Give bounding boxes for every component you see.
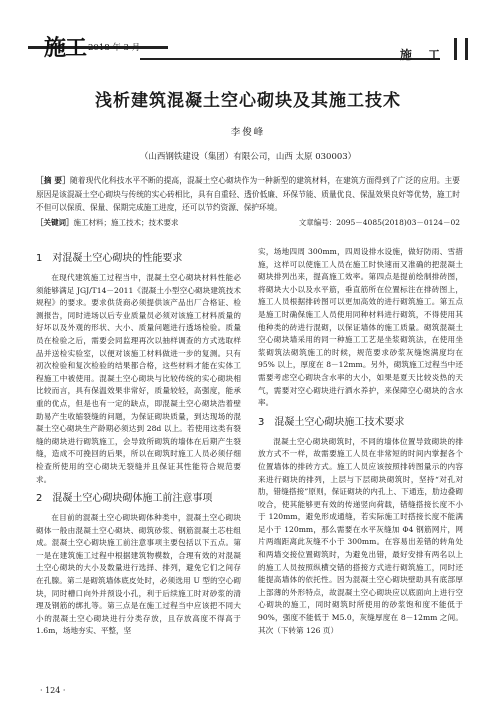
journal-logo: 施工: [44, 36, 87, 61]
section-2-paragraph: 在目前的混凝土空心砌块砌体种类中，混凝土空心砌块砌体一般由混凝土空心砌块、砌筑砂浆、钢筋混凝土芯柱组成。混凝土空心砌块施工前注意事项主要包括以下五点。第一是在建筑施工过程中根据建筑物模数，合理有效的对混凝土空心砌块的大小及数量进行选择、排列，避免它们之间存在孔腺。第二是砌筑墙体底皮处时，必须选用 U 型的空心砌块，同时槽口向外并预设小孔，利于后续施工时对砂浆的清理及钢筋的绑扎等。第三点是在施工过程当中应该把不同大小的混凝土空心砌块进行分类存放，且存放高度不得高于 1.6m，场地夯实、平整，坚: [36, 513, 241, 636]
keywords-text: 施工材料；施工技术；技术要求: [73, 218, 179, 227]
issue-date: 2018 年 3 月: [88, 43, 141, 53]
abstract-text: 随着现代化科技水平不断的提高，混凝土空心砌块作为一种新型的建筑材料，在建筑方面得到了广泛的应用。主要原因是该混凝土空心砌块与传统的实心砖相比，具有自重轻、透价低廉、环保节能、质量优良、保温效果良好等优势，施工时不但可以保质、保量、保期完成施工进度，还可以节约资源、保护环境。: [36, 176, 460, 212]
keywords-row: [36, 217, 460, 229]
section-heading-1: 1 对混凝土空心砌块的性能要求: [36, 253, 183, 264]
section-3-paragraph: 混凝土空心砌块砌筑时，不同的墙体位置导致砌块的排放方式不一样，故需要施工人员在非常短的时间内掌握各个位置墙体的排砖方式。施工人员应该按照排砖图量示的内容来进行砌块的排列，上层与下层砌块砌筑时，坚持“对孔对肋，错缝搭接”原则，保证砌块的内孔上、下通连，肋边叠砌咬合，使其能够更有效的传递竖向荷载，错缝搭接长度不小于 120mm，避免形成通缝，若实际施工时搭接长度不能满足小于 120mm，那么需要在水平灰缝加 Φ4 钢筋网片，网片两端距离此灰缝不小于 300mm。在容易出差错的转角处和两墙交接位置砌筑时，为避免出错，最好安排有两名以上的施工人员按照纵横交错的搭接方式进行砌筑施工，同时还能提高墙体的依托性。因为混凝土空心砌块壁助具有底部厚上部薄的外形特点，故混凝土空心砌块应以底面向上进行空心砌块的施工，同时砌筑时所使用的砂浆饱和度不能低于 90%，强度不能低于 M5.0，灰缝厚度在 8－12mm 之间。其次（下转第 126 页）: [258, 436, 463, 635]
section-heading-3: 3 混凝土空心砌块施工技术要求: [258, 416, 405, 428]
article-number: 文章编号：2095－4085(2018)03－0124－02: [298, 218, 460, 227]
header-stripes-decoration: [454, 38, 468, 60]
header-rule: [140, 58, 440, 60]
keywords-label: ［关键词］: [36, 218, 74, 227]
page-number: · 124 ·: [40, 686, 66, 695]
article-title: 浅析建筑混凝土空心砌块及其施工技术: [95, 91, 401, 111]
author-affiliation: （山西钢铁建设（集团）有限公司，山西 太原 030003）: [139, 152, 357, 162]
left-column: [36, 246, 241, 638]
section-1-paragraph: 在现代建筑施工过程当中，混凝土空心砌块材料性能必须能够满足 JGJ/T14－2011《混凝土小型空心砌块建筑技术规程》的要求。要求供货商必须提供该产品出厂合格证、检测报告，同时进场以后专业质量员必须对该施工材料质量的好坏以及外观的形状、大小、质量问题进行透场检验。质量员在检验之后，需要会同监理再次以抽样调查的方式选取样品并送检实验室，以便对该施工材料做进一步的复测。只有初次检验和复次检验的结果都合格，这些材料才能在实体工程施工中被使用。混凝土空心砌块与比较传统的实心砌块相比较而言，具有保温效果非常好，质量较轻，高强度，能承重的优点，但是也有一定的缺点，即混凝土空心砌块浩着壁助易产生收缩裂缝的问题，为保证砌块质量，到达现场的混凝土空心砌块生产龄期必须达到 28d 以上。若使用这类有裂缝的砌块进行砌筑施工，会导致所砌筑的墙体在后期产生裂缝，造成不可挽回的后果，所以在砌筑时施工人员必须仔细检查所使用的空心砌块无裂缝并且保证其性能符合规范要求。: [36, 273, 241, 484]
abstract-label: ［摘 要］: [36, 176, 70, 185]
section-heading-2: 2 混凝土空心砌块砌体施工前注意事项: [36, 493, 213, 505]
article-author: 李俊峰: [230, 127, 266, 138]
section-label: 施 工: [399, 48, 446, 62]
section-2-continued-paragraph: 实，场地四周 300mm，四周设排水设施，做好防雨、雪措施，这样可以使施工人员在施工时快速而又准确的把混凝土砌块排列出来，提高施工效率。第四点是提前绘制排砖图，将砌块大小以及水平筋，垂直筋所在位置标注在排砖图上，施工人员根据排砖图可以更加高效的进行砌筑施工。第五点是施工时确保施工人员使用同种材料进行砌筑，不得使用其他种类的砖进行混砌，以保证墙体的施工质量。砌筑混凝土空心砌块墙采用的同一种施工工艺是坐浆砌筑法，在使用坐浆砌筑法砌筑施工的时候，规范要求砂浆灰缝饱满度均在 95% 以上，厚度在 8－12mm。另外，砌筑施工过程当中还需要考虑空心砌块含水率的大小，如果是夏天比较炎热的天气，需要对空心砌块进行洒水养护，来保障空心砌块的含水率。: [258, 247, 463, 408]
running-header: [0, 38, 496, 64]
right-column: [258, 246, 463, 637]
abstract: [36, 174, 460, 215]
